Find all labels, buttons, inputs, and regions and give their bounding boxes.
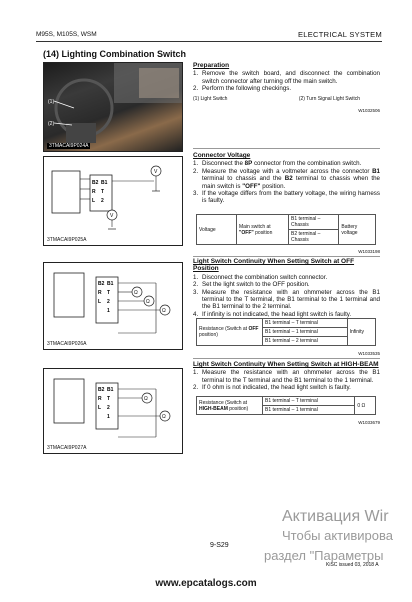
site-watermark: www.epcatalogs.com xyxy=(155,578,257,589)
models-label: M95S, M105S, WSM xyxy=(36,31,97,38)
term-1: 1 xyxy=(107,308,110,314)
term-r: R xyxy=(98,396,102,402)
term-2: 2 xyxy=(107,405,110,411)
list-item: 2. If 0 ohm is not indicated, the head light switch is faulty. xyxy=(193,384,351,392)
list-item: 2. Perform the following checkings. xyxy=(193,85,292,93)
voltage-spec-table xyxy=(196,214,376,245)
table-cell: B1 terminal – T terminal xyxy=(263,397,355,406)
table-cell: B1 terminal – 2 terminal xyxy=(263,337,348,346)
list-item: 3. If the voltage differs from the battery voltage, the wiring harness is faulty. xyxy=(193,190,380,205)
voltmeter-2: V xyxy=(110,213,114,219)
callout-2: (2) xyxy=(48,121,55,127)
connector-voltage-heading: Connector Voltage xyxy=(193,152,251,159)
table-cell: B1 terminal – Chassis xyxy=(289,215,339,230)
table-cell: Resistance (Switch at HIGH-BEAM position) xyxy=(197,397,263,415)
list-item: 2. Measure the voltage with a voltmeter across the connector B1 terminal to chassis and the B2 terminal to chassis when the main switch is "OFF" position. xyxy=(193,167,380,190)
activation-watermark-line3: раздел "Параметры xyxy=(264,548,384,563)
table-cell: 0 Ω xyxy=(355,397,376,415)
ref-code: W1033535 xyxy=(358,351,380,356)
preparation-steps xyxy=(193,70,380,92)
off-continuity-heading: Light Switch Continuity When Setting Switch at OFF Position xyxy=(193,258,355,273)
term-b1: B1 xyxy=(107,387,114,393)
off-continuity-block xyxy=(193,258,380,318)
off-spec-table xyxy=(196,318,376,346)
legend-light-switch: (1) Light Switch xyxy=(193,95,228,102)
term-t: T xyxy=(107,290,111,296)
figure-off-diagram xyxy=(43,262,183,350)
term-r: R xyxy=(98,290,102,296)
term-b2: B2 xyxy=(92,180,99,186)
figure-caption: 3TMACAI9P025A xyxy=(47,237,87,243)
connector-voltage-block xyxy=(193,152,380,205)
highbeam-continuity-block xyxy=(193,361,380,392)
ohmmeter-3: Ω xyxy=(162,308,166,314)
list-item: 1. Measure the resistance with an ohmmeter across the B1 terminal to the T terminal and the B1 terminal to the 1 terminal. xyxy=(193,369,380,384)
list-item: 3. Measure the resistance with an ohmmeter across the B1 terminal to the T terminal, the B1 terminal to the 1 terminal and the B1 terminal to the 2 terminal. xyxy=(193,288,380,311)
table-cell: Infinity xyxy=(347,319,375,346)
ohmmeter-1: Ω xyxy=(144,396,148,402)
issue-label: KiSC issued 03, 2018 A xyxy=(326,562,379,568)
ref-code: W1033679 xyxy=(358,420,380,425)
list-item: 2. Set the light switch to the OFF position. xyxy=(193,281,310,289)
list-item: 4. If infinity is not indicated, the head light switch is faulty. xyxy=(193,310,352,318)
term-r: R xyxy=(92,189,96,195)
table-cell: Battery voltage xyxy=(339,215,376,245)
term-t: T xyxy=(101,189,105,195)
ohmmeter-2: Ω xyxy=(162,414,166,420)
section-title: (14) Lighting Combination Switch xyxy=(43,49,186,59)
photo-illustration xyxy=(44,63,183,152)
section-label: ELECTRICAL SYSTEM xyxy=(297,30,382,39)
page-header xyxy=(36,30,382,42)
preparation-block xyxy=(193,62,380,103)
table-cell: B2 terminal – Chassis xyxy=(289,230,339,245)
term-l: L xyxy=(98,299,102,305)
ref-code: W1033198 xyxy=(358,249,380,254)
table-cell: Voltage xyxy=(197,215,237,245)
voltmeter-1: V xyxy=(154,169,158,175)
table-cell: B1 terminal – 1 terminal xyxy=(263,406,355,415)
figure-caption: 3TMACAI9P027A xyxy=(47,445,87,451)
term-l: L xyxy=(98,405,102,411)
figure-caption: 3TMACAI9P024A xyxy=(49,143,89,149)
page-number: 9-S29 xyxy=(210,542,229,549)
voltage-diagram xyxy=(44,157,183,246)
activation-watermark-line1: Активация Wir xyxy=(282,508,389,525)
ohmmeter-1: Ω xyxy=(134,290,138,296)
off-continuity-diagram xyxy=(44,263,183,350)
table-cell: Main switch at "OFF" position xyxy=(237,215,289,245)
term-b1: B1 xyxy=(101,180,108,186)
term-1: 1 xyxy=(107,414,110,420)
term-b2: B2 xyxy=(98,387,105,393)
term-b1: B1 xyxy=(107,281,114,287)
highbeam-continuity-diagram xyxy=(44,369,183,454)
term-l: L xyxy=(92,198,96,204)
figure-photo xyxy=(43,62,183,152)
list-item: 1. Disconnect the combination switch connector. xyxy=(193,273,328,281)
highbeam-spec-table xyxy=(196,396,376,415)
activation-watermark-line2: Чтобы активирова xyxy=(282,528,394,543)
table-cell: Resistance (Switch at OFF position) xyxy=(197,319,263,346)
figure-voltage-diagram xyxy=(43,156,183,246)
divider xyxy=(193,256,380,257)
preparation-heading: Preparation xyxy=(193,62,230,69)
term-2: 2 xyxy=(107,299,110,305)
table-cell: B1 terminal – T terminal xyxy=(263,319,348,328)
table-cell: B1 terminal – 1 terminal xyxy=(263,328,348,337)
term-2: 2 xyxy=(101,198,104,204)
ref-code: W1032506 xyxy=(358,108,380,113)
list-item: 1. Disconnect the 8P connector from the combination switch. xyxy=(193,160,362,168)
highbeam-continuity-heading: Light Switch Continuity When Setting Switch at HIGH-BEAM xyxy=(193,361,379,368)
ohmmeter-2: Ω xyxy=(146,299,150,305)
figure-caption: 3TMACAI9P026A xyxy=(47,341,87,347)
legend-turn-signal-switch: (2) Turn Signal Light Switch xyxy=(298,95,360,102)
divider xyxy=(193,148,380,149)
term-b2: B2 xyxy=(98,281,105,287)
list-item: 1. Remove the switch board, and disconnect the combination switch connector after turning off the main switch. xyxy=(193,70,380,85)
figure-highbeam-diagram xyxy=(43,368,183,454)
divider xyxy=(193,358,380,359)
callout-1: (1) xyxy=(48,99,55,105)
term-t: T xyxy=(107,396,111,402)
